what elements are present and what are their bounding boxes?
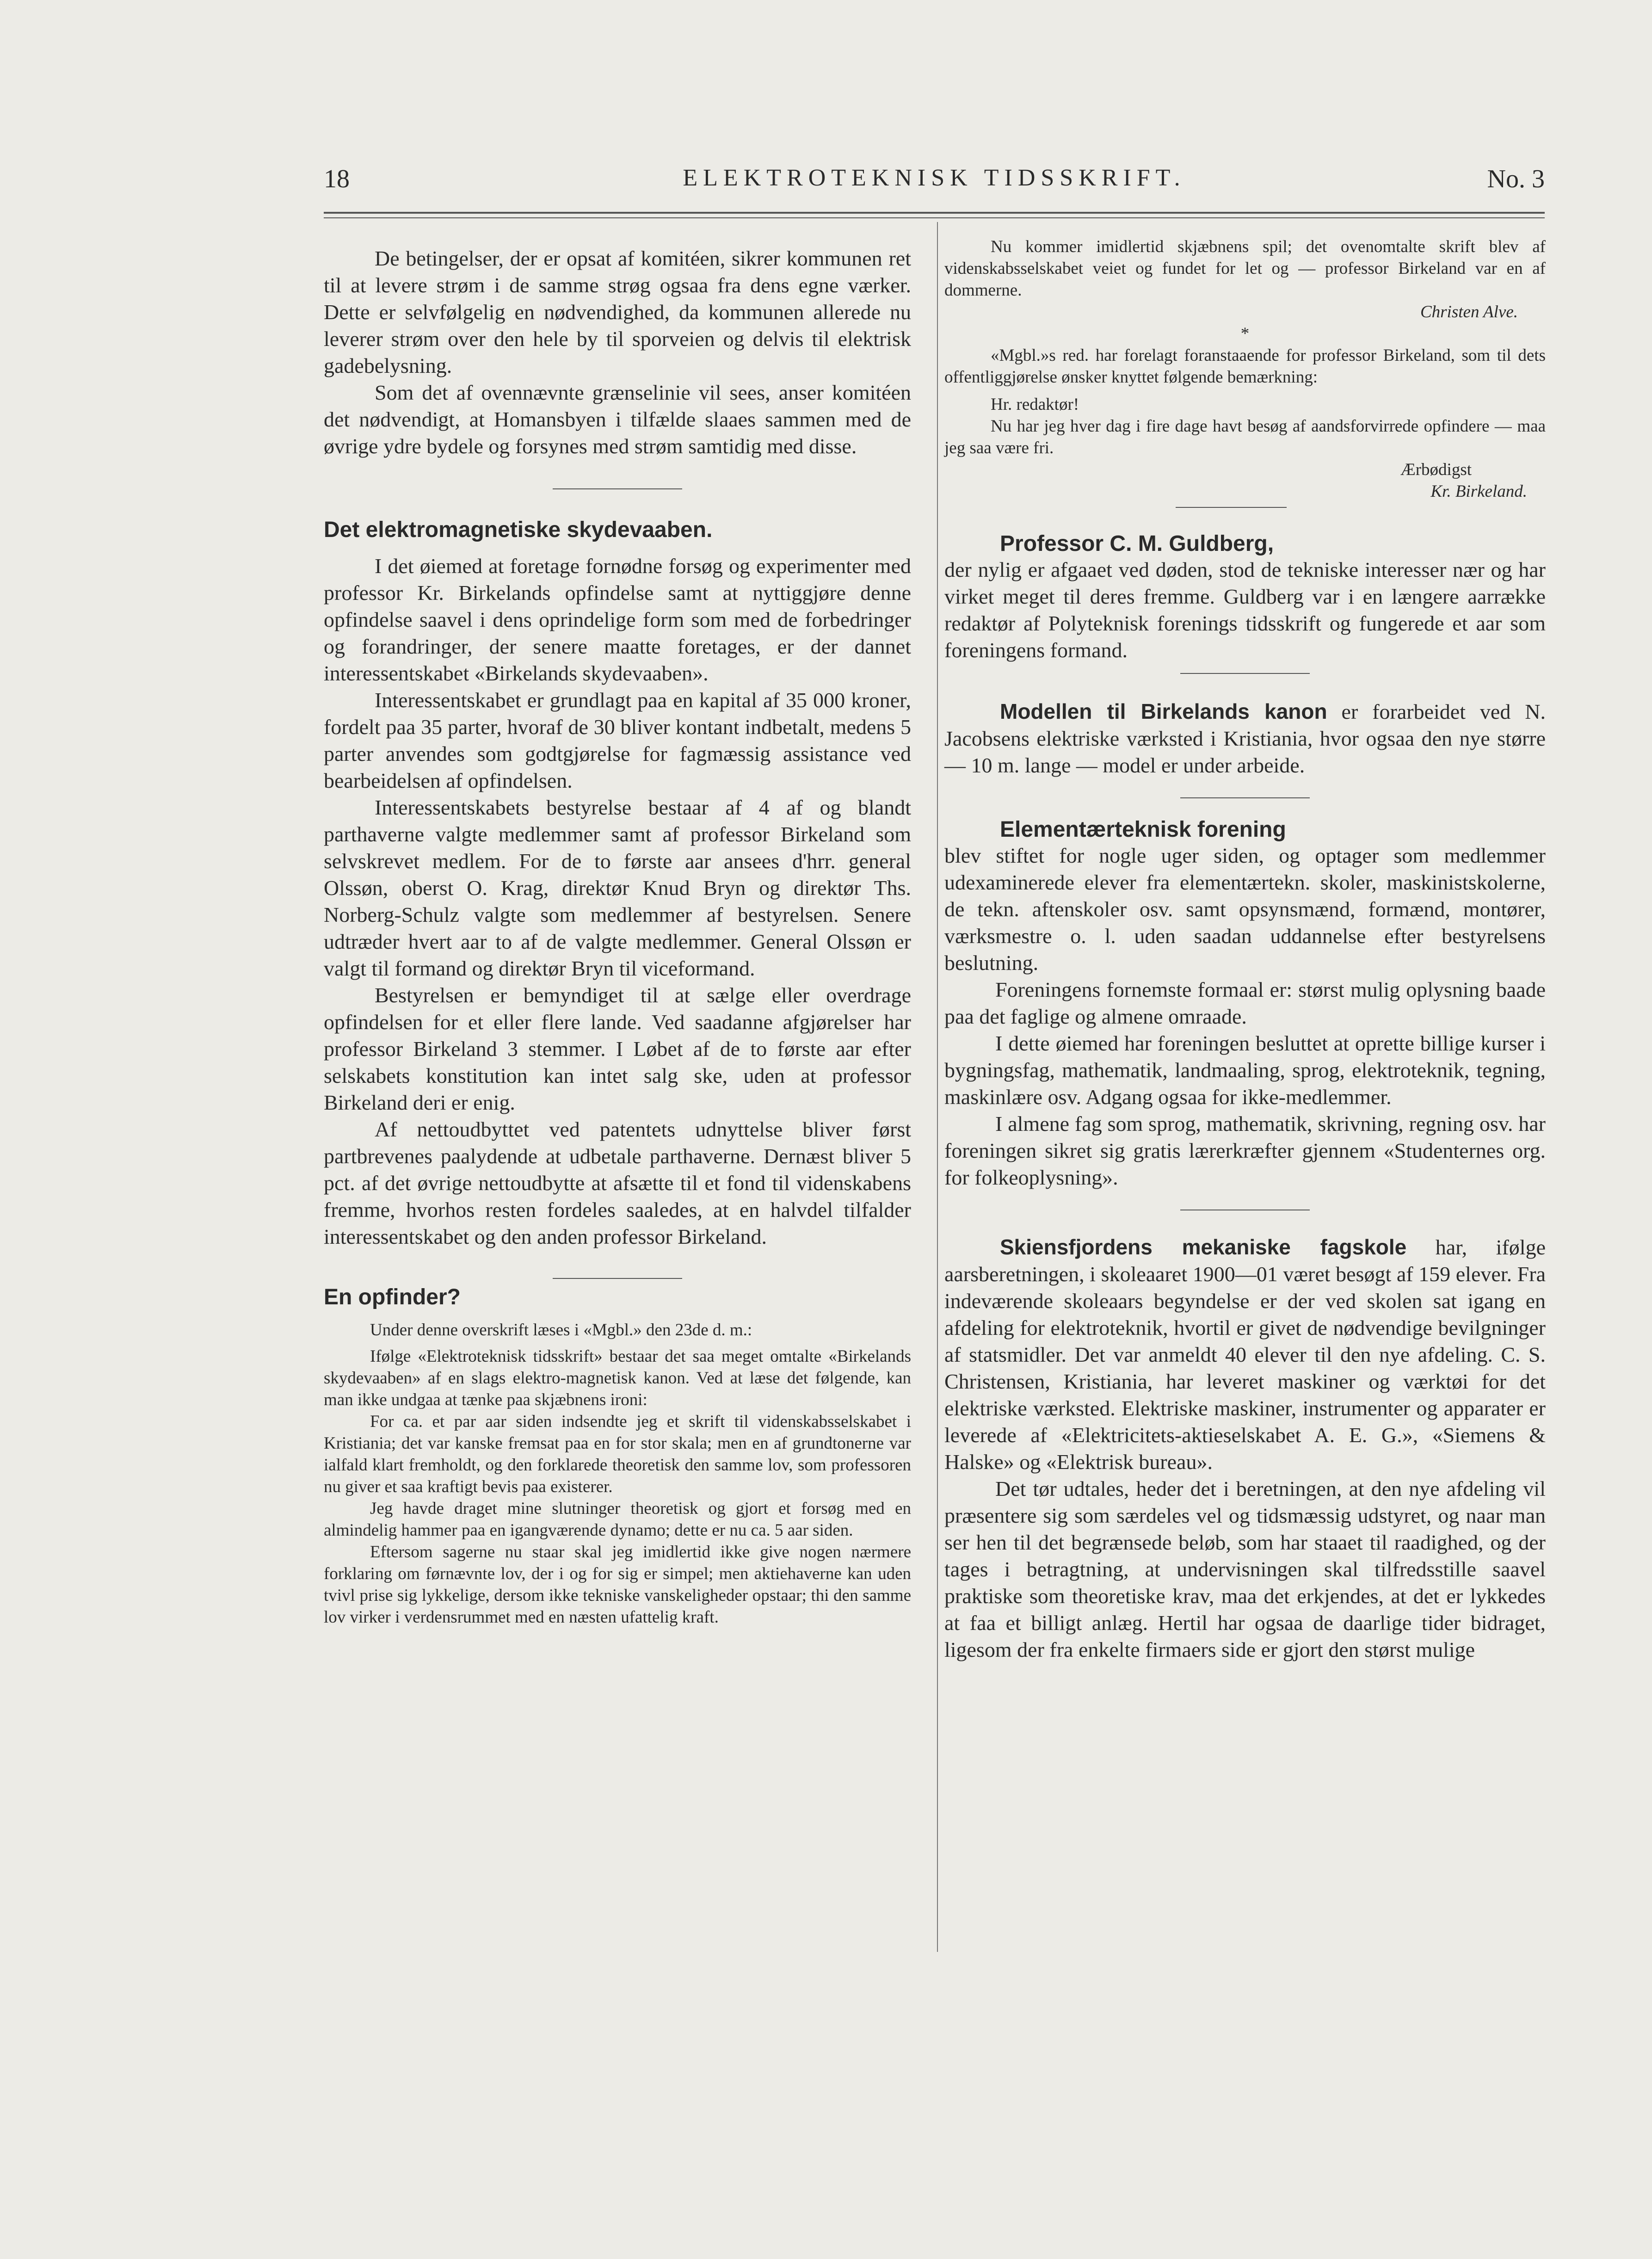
section-title: Det elektromagnetiske skydevaaben.	[324, 518, 713, 542]
paragraph: I dette øiemed har foreningen besluttet at oprette billige kurser i bygningsfag, mathematik, landmaaling, sprog, elektroteknik, tegning, maskinlære osv. Adgang ogsaa for ikke-medlemmer.	[944, 1031, 1546, 1109]
page-number: 18	[324, 165, 350, 193]
left-column	[324, 245, 911, 1628]
paragraph: Af nettoudbyttet ved patentets udnyttelse bliver først partbrevenes paalydende at udbetale parthaverne. Dernæst bliver 5 pct. af det øvrige nettoudbytte at afsætte til et fond til videnskabens fremme, hvorhos resten fordeles saaledes, at en halvdel tilfalder interessentskabet og den anden professor Birkeland.	[324, 1117, 911, 1248]
section-title: Elementærteknisk forening	[1000, 817, 1286, 842]
paragraph: I almene fag som sprog, mathematik, skrivning, regning osv. har foreningen sikret sig gratis lærerkræfter gjennem «Studenternes org. for folkeoplysning».	[944, 1112, 1546, 1189]
paragraph: Interessentskabet er grundlagt paa en kapital af 35 000 kroner, fordelt paa 35 parter, hvoraf de 30 bliver kontant indbetalt, medens 5 parter anvendes som godtgjørelse for fagmæssig assistance ved bearbeidelsen af opfindelsen.	[324, 688, 911, 792]
paragraph: Nu kommer imidlertid skjæbnens spil; det ovenomtalte skrift blev af videnskabsselskabet veiet og fundet for let og — professor Birkeland var en af dommerne.	[944, 237, 1546, 300]
paragraph: Det tør udtales, heder det i beretningen, at den nye afdeling vil præsentere sig som særdeles vel og tidsmæssig udstyret, og naar man ser hen til det begrænsede beløb, som har staaet til raadighed, og der tages i betragtning, at undervisningen skal tilfredsstille saavel praktiske som theoretiske krav, maa det erkjendes, at det er lykkedes at faa et billigt anlæg. Hertil har ogsaa de daarlige tider bidraget, ligesom der fra enkelte firmaers side er gjort den størst mulige	[944, 1477, 1546, 1661]
paragraph: Foreningens fornemste formaal er: størst mulig oplysning baade paa det faglige og almene omraade.	[944, 978, 1546, 1028]
paragraph: Bestyrelsen er bemyndiget til at sælge eller overdrage opfindelsen for et eller flere lande. Ved saadanne afgjørelser har professor Birkeland 3 stemmer. I Løbet af de to første aar efter selskabets konstitution kan intet salg ske, uden at professor Birkeland deri er enig.	[324, 983, 911, 1114]
section-title: En opfinder?	[324, 1285, 461, 1309]
inline-heading: Skiensfjordens mekaniske fagskole	[1000, 1235, 1407, 1259]
paragraph: «Mgbl.»s red. har forelagt foranstaaende for professor Birkeland, som til dets offentliggjørelse ønsker knyttet følgende bemærkning:	[944, 346, 1546, 387]
salutation: Hr. redaktør!	[991, 395, 1079, 414]
paragraph: De betingelser, der er opsat af komitéen, sikrer kommunen ret til at levere strøm i de samme strøg ogsaa fra dens egne værker. Dette er selvfølgelig en nødvendighed, da kommunen allerede nu leverer strøm over den hele by til sporveien og delvis til elektrisk gadebelysning.	[324, 247, 911, 377]
page-header	[324, 164, 1545, 192]
paragraph: Eftersom sagerne nu staar skal jeg imidlertid ikke give nogen nærmere forklaring om førnævnte lov, der i og for sig er simpel; men aktiehaverne kan uden tvivl prise sig lykkelige, dersom ikke tekniske vanskeligheder opstaar; thi den samme lov virker i verdensrummet med en næsten ufattelig kraft.	[324, 1543, 911, 1627]
journal-title: ELEKTROTEKNISK TIDSSKRIFT.	[683, 165, 1186, 191]
paragraph-text: har, ifølge aarsberetningen, i skoleaaret 1900—01 været besøgt af 159 elever. Fra indeværende skoleaars begyndelse er der ved skolen sat igang en afdeling for elektroteknik, hvortil er givet de nødvendige bevilgninger af statsmidler. Det var anmeldt 40 elever til den nye afdeling. C. S. Christensen, Kristiania, har leveret maskiner og værktøi for det elektriske værksted. Elektriske maskiner, instrumenter og apparater er leverede af «Elektricitets-aktieselskabet A. E. G.», «Siemens & Halske» og «Elektrisk bureau».	[944, 1235, 1546, 1474]
paragraph: Under denne overskrift læses i «Mgbl.» den 23de d. m.:	[370, 1321, 752, 1339]
closing: Ærbødigst	[1400, 460, 1472, 479]
signature: Christen Alve.	[1420, 302, 1518, 321]
paragraph: Som det af ovennævnte grænselinie vil sees, anser komitéen det nødvendigt, at Homansbyen i tilfælde slaaes sammen med de øvrige ydre bydele og forsynes med strøm samtidig med disse.	[324, 381, 911, 458]
header-rule-thin	[324, 217, 1545, 218]
right-column	[944, 236, 1546, 1663]
column-divider	[937, 222, 938, 1952]
paragraph	[944, 1234, 1546, 1475]
paragraph: For ca. et par aar siden indsendte jeg et skrift til videnskabsselskabet i Kristiania; det var kanske fremsat paa en for stor skala; men en af grundtonerne var ialfald klart fremholdt, og den forklarede theoretisk den samme lov, som professoren nu giver et saa kraftigt bevis paa existerer.	[324, 1412, 911, 1496]
paragraph: Jeg havde draget mine slutninger theoretisk og gjort et forsøg med en almindelig hammer paa en igangværende dynamo; dette er nu ca. 5 aar siden.	[324, 1499, 911, 1540]
section-title: Professor C. M. Guldberg,	[1000, 531, 1274, 556]
inline-heading: Modellen til Birkelands kanon	[1000, 699, 1327, 723]
paragraph: blev stiftet for nogle uger siden, og optager som medlemmer udexaminerede elever fra elementærtekn. skoler, maskinistskolerne, de tekn. aftenskoler osv. samt opsynsmænd, formænd, montører, værksmestre o. l. uden saadan uddannelse efter bestyrelsens beslutning.	[944, 844, 1546, 975]
header-rule	[324, 212, 1545, 214]
paragraph: I det øiemed at foretage fornødne forsøg og experimenter med professor Kr. Birkelands opfindelse samt at nyttiggjøre denne opfindelse saavel i dens oprindelige form som med de forbedringer og forandringer, der senere maatte foretages, er der dannet interessentskabet «Birkelands skydevaaben».	[324, 554, 911, 685]
signature: Kr. Birkeland.	[1430, 482, 1527, 501]
issue-number: No. 3	[1487, 165, 1545, 193]
paragraph: Interessentskabets bestyrelse bestaar af 4 af og blandt parthaverne valgte medlemmer samt af professor Birkeland som selvskrevet medlem. For de to første aar ansees d'hrr. general Olssøn, oberst O. Krag, direktør Knud Bryn og direktør Ths. Norberg-Schulz valgte som medlemmer af bestyrelsen. Senere udtræder hvert aar to af de valgte medlemmer. General Olssøn er valgt til formand og direktør Bryn til viceformand.	[324, 796, 911, 980]
paragraph: der nylig er afgaaet ved døden, stod de tekniske interesser nær og har virket meget til deres fremme. Guldberg var i en længere aarrække redaktør af Polyteknisk forenings tidsskrift og fungerede et aar som foreningens formand.	[944, 558, 1546, 662]
paragraph	[944, 698, 1546, 779]
paragraph: Ifølge «Elektroteknisk tidsskrift» bestaar det saa meget omtalte «Birkelands skydevaaben» af en slags elektro-magnetisk kanon. Ved at læse det følgende, kan man ikke undgaa at tænke paa skjæbnens ironi:	[324, 1347, 911, 1409]
paragraph: Nu har jeg hver dag i fire dage havt besøg af aandsforvirrede opfindere — maa jeg saa være fri.	[944, 417, 1546, 457]
asterisk-divider: *	[1240, 324, 1250, 343]
paragraph-text: er forarbeidet ved N. Jacobsens elektriske værksted i Kristiania, hvor ogsaa den nye større — 10 m. lange — model er under arbeide.	[944, 700, 1546, 777]
